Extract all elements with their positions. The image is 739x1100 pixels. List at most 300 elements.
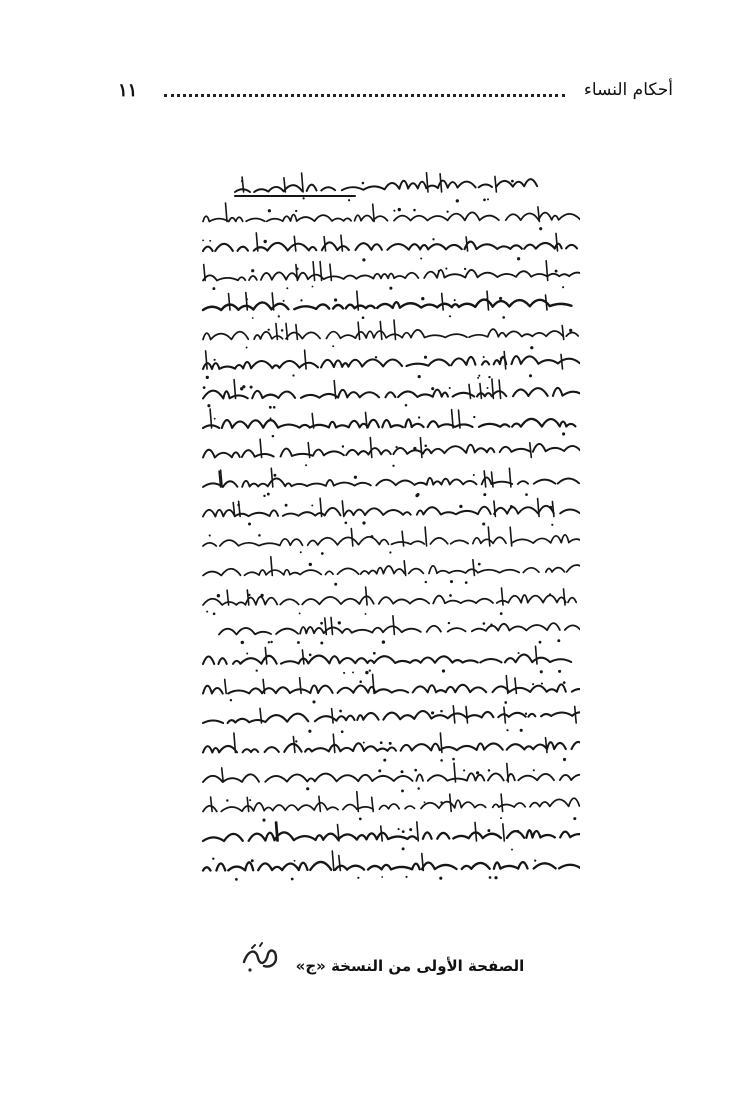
manuscript-diacritic xyxy=(424,445,427,448)
manuscript-diacritic xyxy=(487,829,490,832)
manuscript-diacritic xyxy=(483,199,486,202)
manuscript-diacritic xyxy=(311,504,313,506)
manuscript-stroke xyxy=(276,324,278,340)
manuscript-stroke xyxy=(370,438,372,458)
manuscript-diacritic xyxy=(549,593,551,595)
manuscript-diacritic xyxy=(380,741,383,744)
manuscript-stroke xyxy=(495,176,497,192)
manuscript-diacritic xyxy=(269,406,272,409)
manuscript-stroke xyxy=(515,678,517,694)
manuscript-stroke xyxy=(425,527,427,546)
manuscript-stroke xyxy=(552,502,554,517)
manuscript-diacritic xyxy=(449,387,451,389)
manuscript-diacritic xyxy=(378,769,381,772)
manuscript-diacritic xyxy=(308,730,311,733)
manuscript-diacritic xyxy=(264,240,267,243)
manuscript-stroke xyxy=(373,674,375,693)
manuscript-diacritic xyxy=(417,787,420,790)
manuscript-diacritic xyxy=(557,639,560,642)
manuscript-diacritic xyxy=(240,387,243,390)
manuscript-diacritic xyxy=(297,641,300,644)
manuscript-diacritic xyxy=(464,268,466,270)
manuscript-stroke xyxy=(394,320,396,339)
handwritten-mark-icon xyxy=(238,940,282,976)
manuscript-stroke xyxy=(575,706,577,723)
manuscript-diacritic xyxy=(362,258,365,261)
manuscript-diacritic xyxy=(454,299,456,301)
manuscript-stroke xyxy=(247,590,249,605)
manuscript-diacritic xyxy=(402,847,405,850)
manuscript-diacritic xyxy=(424,801,426,803)
manuscript-diacritic xyxy=(251,859,254,862)
manuscript-diacritic xyxy=(249,799,251,801)
manuscript-diacritic xyxy=(398,828,400,830)
manuscript-diacritic xyxy=(502,316,505,319)
manuscript-diacritic xyxy=(413,209,416,212)
manuscript-stroke xyxy=(358,322,360,339)
manuscript-diacritic xyxy=(334,583,337,586)
manuscript-line xyxy=(203,830,580,841)
manuscript-diacritic xyxy=(365,613,367,615)
manuscript-diacritic xyxy=(348,199,350,201)
manuscript-diacritic xyxy=(482,522,485,525)
manuscript-diacritic xyxy=(270,417,272,419)
manuscript-diacritic xyxy=(540,670,543,673)
manuscript-diacritic xyxy=(262,819,265,822)
manuscript-diacritic xyxy=(268,209,271,212)
manuscript-diacritic xyxy=(534,860,536,862)
manuscript-diacritic xyxy=(381,876,383,878)
manuscript-diacritic xyxy=(432,238,434,240)
manuscript-diacritic xyxy=(483,622,486,625)
manuscript-diacritic xyxy=(256,669,258,671)
manuscript-stroke xyxy=(546,295,548,310)
manuscript-stroke xyxy=(332,709,334,723)
manuscript-diacritic xyxy=(334,298,337,301)
manuscript-stroke xyxy=(206,351,208,369)
manuscript-stroke xyxy=(247,797,249,811)
manuscript-diacritic xyxy=(395,446,397,448)
manuscript-diacritic xyxy=(440,801,442,803)
manuscript-line xyxy=(235,179,537,192)
manuscript-diacritic xyxy=(414,769,417,772)
manuscript-diacritic xyxy=(424,356,427,359)
manuscript-diacritic xyxy=(362,182,365,185)
manuscript-stroke xyxy=(442,293,444,310)
manuscript-stroke xyxy=(324,237,326,251)
manuscript-diacritic xyxy=(251,269,254,272)
manuscript-diacritic xyxy=(452,758,455,761)
manuscript-line xyxy=(203,388,580,399)
manuscript-diacritic xyxy=(446,211,448,213)
manuscript-diacritic xyxy=(421,297,424,300)
manuscript-diacritic xyxy=(309,653,312,656)
manuscript-diacritic xyxy=(382,640,385,643)
manuscript-stroke xyxy=(302,650,304,664)
manuscript-diacritic xyxy=(362,521,365,524)
manuscript-stroke xyxy=(342,501,344,517)
manuscript-diacritic xyxy=(473,474,475,476)
manuscript-diacritic xyxy=(320,622,323,625)
manuscript-diacritic xyxy=(235,878,238,881)
manuscript-diacritic xyxy=(338,621,341,624)
manuscript-diacritic xyxy=(370,535,373,538)
manuscript-stroke xyxy=(265,648,267,664)
manuscript-diacritic xyxy=(339,710,342,713)
manuscript-diacritic xyxy=(487,387,489,389)
manuscript-diacritic xyxy=(487,198,489,200)
manuscript-diacritic xyxy=(352,671,354,673)
manuscript-diacritic xyxy=(246,347,248,349)
manuscript-stroke xyxy=(466,237,468,251)
manuscript-stroke xyxy=(488,527,490,546)
manuscript-diacritic xyxy=(309,563,312,566)
manuscript-diacritic xyxy=(341,730,344,733)
manuscript-diacritic xyxy=(459,505,462,508)
manuscript-stroke xyxy=(211,797,213,812)
manuscript-diacritic xyxy=(413,447,416,450)
manuscript-diacritic xyxy=(511,180,514,183)
manuscript-diacritic xyxy=(217,594,220,597)
manuscript-line xyxy=(203,444,580,458)
manuscript-stroke xyxy=(333,734,335,752)
manuscript-stroke xyxy=(296,325,298,340)
manuscript-diacritic xyxy=(363,742,365,744)
manuscript-diacritic xyxy=(440,759,443,762)
manuscript-line xyxy=(203,242,577,251)
manuscript-line xyxy=(203,212,580,221)
manuscript-diacritic xyxy=(539,641,542,644)
manuscript-stroke xyxy=(300,678,302,694)
manuscript-diacritic xyxy=(369,669,371,671)
manuscript-diacritic xyxy=(320,642,323,645)
manuscript-diacritic xyxy=(494,876,497,879)
manuscript-diacritic xyxy=(321,552,324,555)
manuscript-diacritic xyxy=(530,346,533,349)
manuscript-stroke xyxy=(381,826,383,841)
manuscript-line xyxy=(219,623,580,634)
manuscript-diacritic xyxy=(442,669,445,672)
manuscript-diacritic xyxy=(273,406,276,409)
manuscript-diacritic xyxy=(500,817,502,819)
manuscript-stroke xyxy=(331,617,333,634)
manuscript-stroke xyxy=(229,294,231,311)
manuscript-line xyxy=(203,356,580,369)
manuscript-diacritic xyxy=(273,474,276,477)
manuscript-stroke xyxy=(393,616,395,635)
manuscript-diacritic xyxy=(312,286,314,288)
manuscript-stroke xyxy=(271,468,273,487)
manuscript-stroke xyxy=(339,856,341,871)
manuscript-diacritic xyxy=(263,495,265,497)
manuscript-diacritic xyxy=(305,464,307,466)
manuscript-stroke xyxy=(564,589,566,605)
manuscript-diacritic xyxy=(483,493,486,496)
manuscript-diacritic xyxy=(478,375,480,377)
manuscript-stroke xyxy=(402,531,404,546)
manuscript-stroke xyxy=(530,443,532,458)
manuscript-diacritic xyxy=(476,771,479,774)
manuscript-stroke xyxy=(305,350,307,369)
manuscript-stroke xyxy=(504,707,506,723)
manuscript-diacritic xyxy=(359,680,362,683)
manuscript-diacritic xyxy=(517,257,520,260)
manuscript-diacritic xyxy=(506,729,508,731)
manuscript-diacritic xyxy=(260,594,263,597)
manuscript-diacritic xyxy=(477,377,479,379)
manuscript-diacritic xyxy=(241,641,244,644)
manuscript-stroke xyxy=(294,236,296,251)
manuscript-diacritic xyxy=(206,611,208,613)
manuscript-diacritic xyxy=(456,199,459,202)
manuscript-diacritic xyxy=(511,849,513,851)
manuscript-diacritic xyxy=(525,493,528,496)
header-dot-leader xyxy=(164,94,565,97)
manuscript-diacritic xyxy=(488,376,490,378)
manuscript-stroke xyxy=(420,438,422,458)
manuscript-line xyxy=(203,711,580,723)
manuscript-stroke xyxy=(313,262,315,281)
manuscript-diacritic xyxy=(389,742,392,745)
manuscript-diacritic xyxy=(445,268,447,270)
manuscript-diacritic xyxy=(463,769,465,771)
manuscript-diacritic xyxy=(520,729,523,732)
manuscript-diacritic xyxy=(300,551,302,553)
manuscript-stroke xyxy=(562,326,564,340)
manuscript-stroke xyxy=(320,262,322,281)
manuscript-stroke xyxy=(484,471,486,487)
manuscript-diacritic xyxy=(213,612,216,615)
manuscript-diacritic xyxy=(563,681,566,684)
manuscript-diacritic xyxy=(398,208,401,211)
manuscript-stroke xyxy=(536,646,538,664)
manuscript-diacritic xyxy=(392,465,394,467)
manuscript-diacritic xyxy=(533,769,535,771)
manuscript-diacritic xyxy=(465,581,468,584)
manuscript-diacritic xyxy=(550,506,553,509)
manuscript-diacritic xyxy=(402,830,405,833)
manuscript-diacritic xyxy=(281,329,284,332)
manuscript-diacritic xyxy=(252,317,254,319)
manuscript-stroke xyxy=(556,233,558,251)
manuscript-diacritic xyxy=(246,653,248,655)
manuscript-line xyxy=(203,595,576,605)
manuscript-diacritic xyxy=(489,876,492,879)
manuscript-diacritic xyxy=(214,418,216,420)
manuscript-diacritic xyxy=(212,857,214,859)
manuscript-stroke xyxy=(546,261,548,281)
manuscript-diacritic xyxy=(248,522,251,525)
manuscript-stroke xyxy=(475,822,477,841)
manuscript-diacritic xyxy=(415,494,418,497)
manuscript-line xyxy=(203,329,578,339)
manuscript-diacritic xyxy=(272,435,275,438)
manuscript-diacritic xyxy=(439,877,442,880)
manuscript-diacritic xyxy=(448,622,450,624)
manuscript-diacritic xyxy=(343,672,345,674)
manuscript-diacritic xyxy=(299,612,301,614)
manuscript-script-drawing xyxy=(195,170,580,900)
manuscript-diacritic xyxy=(529,374,532,377)
manuscript-diacritic xyxy=(518,652,520,654)
manuscript-diacritic xyxy=(312,700,315,703)
manuscript-diacritic xyxy=(212,287,215,290)
manuscript-line xyxy=(203,773,580,782)
manuscript-stroke xyxy=(366,587,368,605)
manuscript-diacritic xyxy=(405,404,408,407)
manuscript-diacritic xyxy=(342,445,344,447)
manuscript-diacritic xyxy=(373,652,376,655)
manuscript-diacritic xyxy=(510,505,513,508)
manuscript-stroke xyxy=(351,529,353,546)
manuscript-line xyxy=(203,862,580,871)
manuscript-diacritic xyxy=(405,876,407,878)
manuscript-diacritic xyxy=(375,356,377,358)
manuscript-diacritic xyxy=(425,581,427,583)
manuscript-diacritic xyxy=(285,504,288,507)
manuscript-stroke xyxy=(561,354,563,369)
manuscript-diacritic xyxy=(389,287,392,290)
manuscript-diacritic xyxy=(483,356,485,358)
manuscript-stroke xyxy=(319,796,321,811)
manuscript-stroke xyxy=(293,737,295,753)
manuscript-line xyxy=(203,655,577,664)
manuscript-diacritic xyxy=(283,300,285,302)
manuscript-diacritic xyxy=(357,877,359,879)
manuscript-diacritic xyxy=(525,713,527,715)
manuscript-diacritic xyxy=(418,375,421,378)
manuscript-diacritic xyxy=(409,828,412,831)
manuscript-diacritic xyxy=(539,227,542,230)
manuscript-line xyxy=(203,477,579,487)
manuscript-stroke xyxy=(487,291,489,310)
manuscript-diacritic xyxy=(562,432,565,435)
manuscript-diacritic xyxy=(562,286,564,288)
manuscript-diacritic xyxy=(517,830,520,833)
manuscript-line xyxy=(203,684,580,693)
manuscript-diacritic xyxy=(291,878,294,881)
manuscript-diacritic xyxy=(555,270,558,273)
manuscript-diacritic xyxy=(499,297,502,300)
manuscript-diacritic xyxy=(450,580,453,583)
manuscript-diacritic xyxy=(295,740,297,742)
manuscript-diacritic xyxy=(504,701,507,704)
manuscript-diacritic xyxy=(206,376,209,379)
manuscript-stroke xyxy=(225,679,227,693)
manuscript-stroke xyxy=(453,706,455,723)
manuscript-diacritic xyxy=(286,287,288,289)
manuscript-diacritic xyxy=(302,197,304,199)
manuscript-diacritic xyxy=(393,210,395,212)
manuscript-diacritic xyxy=(209,534,211,536)
manuscript-stroke xyxy=(466,707,468,724)
manuscript-diacritic xyxy=(488,769,491,772)
manuscript-diacritic xyxy=(389,551,391,553)
manuscript-stroke xyxy=(546,738,548,753)
manuscript-diacritic xyxy=(420,258,422,260)
manuscript-diacritic xyxy=(431,387,434,390)
manuscript-diacritic xyxy=(401,789,404,792)
book-title: أحكام النساء xyxy=(583,80,673,100)
manuscript-diacritic xyxy=(203,386,206,389)
manuscript-diacritic xyxy=(573,817,576,820)
running-header xyxy=(118,80,673,110)
manuscript-stroke xyxy=(440,174,442,192)
page-number: ١١ xyxy=(118,80,138,101)
manuscript-diacritic xyxy=(214,359,216,361)
manuscript-stroke xyxy=(380,322,382,340)
manuscript-stroke xyxy=(330,264,332,280)
manuscript-stroke xyxy=(510,527,512,546)
manuscript-stroke xyxy=(246,293,248,311)
manuscript-diacritic xyxy=(268,329,270,331)
manuscript-diacritic xyxy=(383,759,386,762)
manuscript-diacritic xyxy=(440,710,443,713)
manuscript-diacritic xyxy=(268,641,270,643)
manuscript-diacritic xyxy=(332,345,334,347)
manuscript-diacritic xyxy=(418,416,420,418)
manuscript-diacritic xyxy=(438,270,440,272)
manuscript-diacritic xyxy=(532,683,534,685)
figure-caption: الصفحة الأولى من النسخة «ج» xyxy=(295,957,525,975)
manuscript-diacritic xyxy=(478,563,481,566)
manuscript-stroke xyxy=(509,468,511,487)
manuscript-diacritic xyxy=(306,787,309,790)
manuscript-diacritic xyxy=(202,240,204,242)
manuscript-stroke xyxy=(473,560,475,576)
manuscript-line xyxy=(203,506,580,517)
manuscript-line xyxy=(203,798,579,811)
manuscript-stroke xyxy=(332,851,334,871)
manuscript-diacritic xyxy=(401,770,404,773)
manuscript-diacritic xyxy=(473,416,475,418)
manuscript-page-image xyxy=(195,170,580,900)
manuscript-diacritic xyxy=(270,641,272,643)
manuscript-diacritic xyxy=(258,534,261,537)
manuscript-diacritic xyxy=(490,623,492,625)
manuscript-diacritic xyxy=(500,612,503,615)
manuscript-diacritic xyxy=(354,476,357,479)
manuscript-stroke xyxy=(503,824,505,841)
manuscript-stroke xyxy=(501,794,503,811)
manuscript-diacritic xyxy=(541,683,543,685)
manuscript-stroke xyxy=(506,676,508,694)
manuscript-diacritic xyxy=(431,711,434,714)
manuscript-line xyxy=(203,565,580,575)
manuscript-diacritic xyxy=(209,240,211,242)
manuscript-diacritic xyxy=(500,357,502,359)
manuscript-diacritic xyxy=(449,315,451,317)
manuscript-stroke xyxy=(450,794,452,811)
manuscript-stroke xyxy=(480,384,482,399)
manuscript-diacritic xyxy=(300,299,302,301)
manuscript-stroke xyxy=(502,588,504,605)
manuscript-diacritic xyxy=(365,671,368,674)
manuscript-diacritic xyxy=(295,210,297,212)
manuscript-stroke xyxy=(499,380,501,398)
manuscript-diacritic xyxy=(294,860,296,862)
manuscript-diacritic xyxy=(230,699,232,701)
manuscript-diacritic xyxy=(563,758,566,761)
manuscript-stroke xyxy=(504,352,506,369)
manuscript-diacritic xyxy=(362,316,365,319)
manuscript-diacritic xyxy=(250,386,253,389)
manuscript-stroke xyxy=(226,203,228,221)
manuscript-diacritic xyxy=(344,521,347,524)
manuscript-diacritic xyxy=(226,799,228,801)
manuscript-line xyxy=(203,270,580,281)
manuscript-line xyxy=(203,419,575,428)
